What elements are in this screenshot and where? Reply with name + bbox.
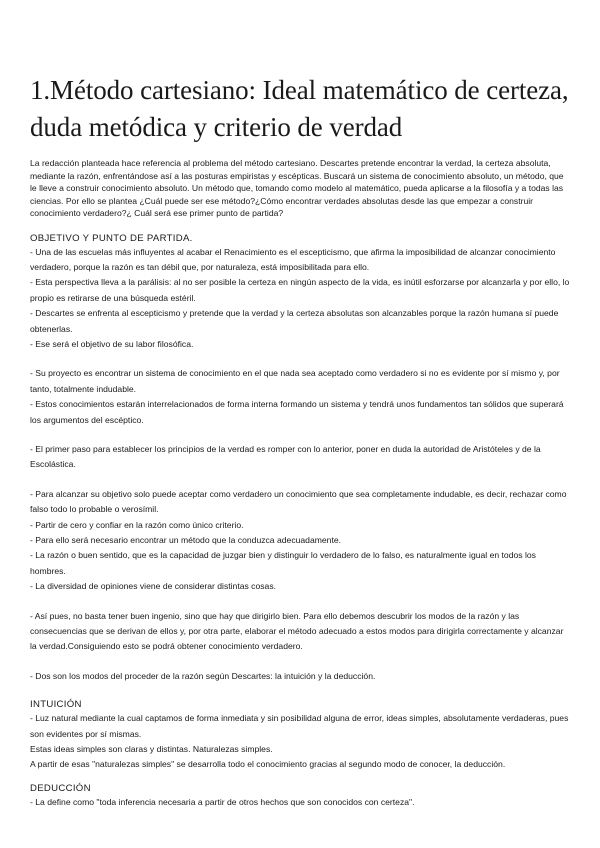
list-item: - Descartes se enfrenta al escepticismo y pretende que la verdad y la certeza absolutas son alcanzables porque la razón humana sí puede obtenerlas. xyxy=(30,308,559,334)
list-item: - Partir de cero y confiar en la razón como único criterio. xyxy=(30,519,244,530)
list-item: Estas ideas simples son claras y distintas. Naturalezas simples. xyxy=(30,744,273,755)
list-item: - La razón o buen sentido, que es la capacidad de juzgar bien y distinguir lo verdadero de lo falso, es naturalmente igual en todos los hombres. xyxy=(30,550,536,576)
list-item: - Estos conocimientos estarán interrelacionados de forma interna formando un sistema y tendrá unos fundamentos tan sólidos que superará los argumentos del escéptico. xyxy=(30,399,564,425)
list-item: - El primer paso para establecer los principios de la verdad es romper con lo anterior, poner en duda la autoridad de Aristóteles y de la Escolástica. xyxy=(30,443,541,470)
list-item: - La define como "toda inferencia necesaria a partir de otros hechos que son conocidos con certeza". xyxy=(30,796,415,807)
list-item: - Así pues, no basta tener buen ingenio, sino que hay que dirigirlo bien. Para ello debemos descubrir los modos de la razón y las consecuencias que se derivan de ellos y, por otra parte, elaborar el método adecuado a estos modos para dirigirla correctamente y alcanzar la verdad.Consiguiendo esto se podrá obtener conocimiento verdadero. xyxy=(30,610,564,652)
list-item: - Una de las escuelas más influyentes al acabar el Renacimiento es el escepticismo, que afirma la imposibilidad de alcanzar conocimiento verdadero, porque la razón es tan débil que, por naturaleza, está imposibilitada para ello. xyxy=(30,246,556,272)
list-item: - Para ello será necesario encontrar un método que la conduzca adecuadamente. xyxy=(30,535,342,545)
intro-paragraph: La redacción planteada hace referencia al problema del método cartesiano. Descartes pretende encontrar la verdad, la certeza absoluta, mediante la razón, enfrentándose así a las posturas empiristas y escépticas. Buscará un sistema de conocimiento absoluto, un método, que le lleve a construir conocimiento absoluto. Un método que, tomando como modelo al matemático, pueda aplicarse a la filosofía y a todas las ciencias. Por ello se plantea ¿Cuál puede ser ese método?¿Cómo encontrar verdades absolutas desde las que empezar a construir conocimiento verdadero?¿ Cuál será ese primer punto de partida? xyxy=(30,158,564,218)
section-heading-deduccion: DEDUCCIÓN xyxy=(30,782,91,794)
list-item: - Su proyecto es encontrar un sistema de conocimiento en el que nada sea aceptado como verdadero si no es evidente por sí mismo y, por tanto, totalmente indudable. xyxy=(30,368,560,394)
section-heading-objetivo: OBJETIVO Y PUNTO DE PARTIDA. xyxy=(30,232,193,244)
page-title: 1.Método cartesiano: Ideal matemático de certeza, duda metódica y criterio de verdad xyxy=(30,75,569,142)
list-item: - La diversidad de opiniones viene de considerar distintas cosas. xyxy=(30,581,277,592)
list-item: - Esta perspectiva lleva a la parálisis: al no ser posible la certeza en ningún aspecto de la vida, es inútil esforzarse por alcanzarla y por ello, lo propio es retirarse de una búsqueda estéril. xyxy=(30,277,570,303)
section-heading-intuicion: INTUICIÓN xyxy=(30,699,82,711)
list-item: - Para alcanzar su objetivo solo puede aceptar como verdadero un conocimiento que sea completamente indudable, es decir, rechazar como falso todo lo probable o verosímil. xyxy=(30,488,567,515)
list-item: - Dos son los modos del proceder de la razón según Descartes: la intuición y la deducción. xyxy=(30,670,376,681)
list-item: - Ese será el objetivo de su labor filosófica. xyxy=(30,338,194,349)
list-item: A partir de esas "naturalezas simples" se desarrolla todo el conocimiento gracias al segundo modo de conocer, la deducción. xyxy=(30,759,506,770)
list-item: - Luz natural mediante la cual captamos de forma inmediata y sin posibilidad alguna de error, ideas simples, absolutamente verdaderas, pues son evidentes por sí mismas. xyxy=(30,713,569,739)
